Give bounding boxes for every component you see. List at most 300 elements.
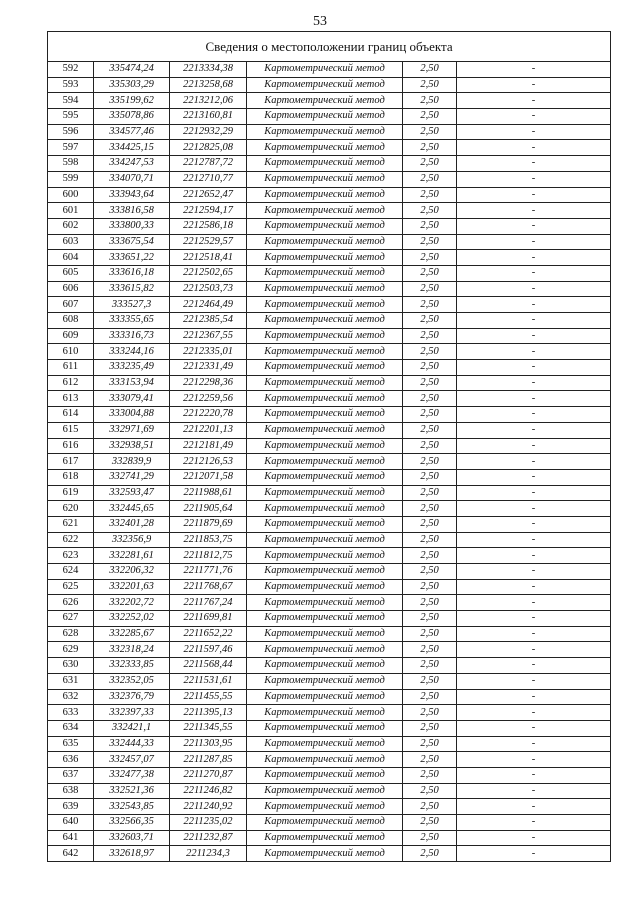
- accuracy-cell: 2,50: [403, 846, 457, 862]
- note-cell: -: [457, 767, 611, 783]
- x-coordinate-cell: 332741,29: [94, 469, 170, 485]
- accuracy-cell: 2,50: [403, 501, 457, 517]
- method-cell: Картометрический метод: [247, 815, 403, 831]
- x-coordinate-cell: 332971,69: [94, 422, 170, 438]
- point-number-cell: 636: [48, 752, 94, 768]
- x-coordinate-cell: 332457,07: [94, 752, 170, 768]
- table-row: [48, 752, 611, 768]
- note-cell: -: [457, 218, 611, 234]
- x-coordinate-cell: 332593,47: [94, 485, 170, 501]
- note-cell: -: [457, 171, 611, 187]
- table-row: [48, 156, 611, 172]
- accuracy-cell: 2,50: [403, 673, 457, 689]
- note-cell: -: [457, 454, 611, 470]
- table-row: [48, 360, 611, 376]
- method-cell: Картометрический метод: [247, 203, 403, 219]
- method-cell: Картометрический метод: [247, 77, 403, 93]
- point-number-cell: 593: [48, 77, 94, 93]
- accuracy-cell: 2,50: [403, 516, 457, 532]
- note-cell: -: [457, 501, 611, 517]
- table-row: [48, 124, 611, 140]
- x-coordinate-cell: 332201,63: [94, 579, 170, 595]
- x-coordinate-cell: 333615,82: [94, 281, 170, 297]
- accuracy-cell: 2,50: [403, 548, 457, 564]
- point-number-cell: 630: [48, 658, 94, 674]
- point-number-cell: 605: [48, 265, 94, 281]
- method-cell: Картометрический метод: [247, 783, 403, 799]
- table-row: [48, 846, 611, 862]
- table-row: [48, 422, 611, 438]
- note-cell: -: [457, 328, 611, 344]
- point-number-cell: 621: [48, 516, 94, 532]
- point-number-cell: 631: [48, 673, 94, 689]
- table-row: [48, 218, 611, 234]
- table-row: [48, 265, 611, 281]
- x-coordinate-cell: 333651,22: [94, 250, 170, 266]
- note-cell: -: [457, 438, 611, 454]
- y-coordinate-cell: 2212503,73: [170, 281, 247, 297]
- method-cell: Картометрический метод: [247, 187, 403, 203]
- table-row: [48, 171, 611, 187]
- x-coordinate-cell: 333079,41: [94, 391, 170, 407]
- y-coordinate-cell: 2212787,72: [170, 156, 247, 172]
- x-coordinate-cell: 335199,62: [94, 93, 170, 109]
- accuracy-cell: 2,50: [403, 564, 457, 580]
- x-coordinate-cell: 332938,51: [94, 438, 170, 454]
- x-coordinate-cell: 335303,29: [94, 77, 170, 93]
- note-cell: -: [457, 375, 611, 391]
- method-cell: Картометрический метод: [247, 124, 403, 140]
- y-coordinate-cell: 2212594,17: [170, 203, 247, 219]
- method-cell: Картометрический метод: [247, 579, 403, 595]
- note-cell: -: [457, 564, 611, 580]
- point-number-cell: 639: [48, 799, 94, 815]
- y-coordinate-cell: 2212586,18: [170, 218, 247, 234]
- method-cell: Картометрический метод: [247, 109, 403, 125]
- point-number-cell: 640: [48, 815, 94, 831]
- note-cell: -: [457, 265, 611, 281]
- accuracy-cell: 2,50: [403, 360, 457, 376]
- point-number-cell: 604: [48, 250, 94, 266]
- accuracy-cell: 2,50: [403, 579, 457, 595]
- table-row: [48, 689, 611, 705]
- note-cell: -: [457, 203, 611, 219]
- accuracy-cell: 2,50: [403, 469, 457, 485]
- y-coordinate-cell: 2212201,13: [170, 422, 247, 438]
- y-coordinate-cell: 2211768,67: [170, 579, 247, 595]
- table-row: [48, 516, 611, 532]
- method-cell: Картометрический метод: [247, 422, 403, 438]
- y-coordinate-cell: 2211455,55: [170, 689, 247, 705]
- accuracy-cell: 2,50: [403, 171, 457, 187]
- x-coordinate-cell: 332603,71: [94, 830, 170, 846]
- point-number-cell: 606: [48, 281, 94, 297]
- note-cell: -: [457, 313, 611, 329]
- point-number-cell: 620: [48, 501, 94, 517]
- accuracy-cell: 2,50: [403, 93, 457, 109]
- x-coordinate-cell: 332285,67: [94, 626, 170, 642]
- x-coordinate-cell: 333004,88: [94, 407, 170, 423]
- note-cell: -: [457, 360, 611, 376]
- table-row: [48, 234, 611, 250]
- y-coordinate-cell: 2211303,95: [170, 736, 247, 752]
- method-cell: Картометрический метод: [247, 595, 403, 611]
- table-row: [48, 281, 611, 297]
- x-coordinate-cell: 332333,85: [94, 658, 170, 674]
- point-number-cell: 634: [48, 720, 94, 736]
- y-coordinate-cell: 2211988,61: [170, 485, 247, 501]
- table-row: [48, 391, 611, 407]
- table-row: [48, 187, 611, 203]
- note-cell: -: [457, 626, 611, 642]
- note-cell: -: [457, 752, 611, 768]
- x-coordinate-cell: 332421,1: [94, 720, 170, 736]
- x-coordinate-cell: 332477,38: [94, 767, 170, 783]
- note-cell: -: [457, 783, 611, 799]
- method-cell: Картометрический метод: [247, 454, 403, 470]
- accuracy-cell: 2,50: [403, 344, 457, 360]
- note-cell: -: [457, 187, 611, 203]
- note-cell: -: [457, 548, 611, 564]
- point-number-cell: 627: [48, 611, 94, 627]
- y-coordinate-cell: 2211767,24: [170, 595, 247, 611]
- y-coordinate-cell: 2213212,06: [170, 93, 247, 109]
- y-coordinate-cell: 2212259,56: [170, 391, 247, 407]
- point-number-cell: 601: [48, 203, 94, 219]
- point-number-cell: 607: [48, 297, 94, 313]
- table-row: [48, 313, 611, 329]
- x-coordinate-cell: 332401,28: [94, 516, 170, 532]
- y-coordinate-cell: 2212529,57: [170, 234, 247, 250]
- point-number-cell: 625: [48, 579, 94, 595]
- table-row: [48, 203, 611, 219]
- point-number-cell: 638: [48, 783, 94, 799]
- note-cell: -: [457, 830, 611, 846]
- x-coordinate-cell: 332521,36: [94, 783, 170, 799]
- y-coordinate-cell: 2212932,29: [170, 124, 247, 140]
- table-row: [48, 720, 611, 736]
- table-row: [48, 485, 611, 501]
- point-number-cell: 598: [48, 156, 94, 172]
- accuracy-cell: 2,50: [403, 830, 457, 846]
- accuracy-cell: 2,50: [403, 62, 457, 78]
- x-coordinate-cell: 333355,65: [94, 313, 170, 329]
- x-coordinate-cell: 332206,32: [94, 564, 170, 580]
- x-coordinate-cell: 333616,18: [94, 265, 170, 281]
- method-cell: Картометрический метод: [247, 93, 403, 109]
- x-coordinate-cell: 335078,86: [94, 109, 170, 125]
- table-row: [48, 658, 611, 674]
- x-coordinate-cell: 333235,49: [94, 360, 170, 376]
- method-cell: Картометрический метод: [247, 658, 403, 674]
- accuracy-cell: 2,50: [403, 658, 457, 674]
- y-coordinate-cell: 2212220,78: [170, 407, 247, 423]
- method-cell: Картометрический метод: [247, 767, 403, 783]
- point-number-cell: 596: [48, 124, 94, 140]
- x-coordinate-cell: 334070,71: [94, 171, 170, 187]
- note-cell: -: [457, 250, 611, 266]
- method-cell: Картометрический метод: [247, 156, 403, 172]
- y-coordinate-cell: 2211246,82: [170, 783, 247, 799]
- y-coordinate-cell: 2211597,46: [170, 642, 247, 658]
- accuracy-cell: 2,50: [403, 642, 457, 658]
- accuracy-cell: 2,50: [403, 736, 457, 752]
- accuracy-cell: 2,50: [403, 485, 457, 501]
- method-cell: Картометрический метод: [247, 673, 403, 689]
- table-row: [48, 438, 611, 454]
- table-row: [48, 532, 611, 548]
- x-coordinate-cell: 332281,61: [94, 548, 170, 564]
- method-cell: Картометрический метод: [247, 171, 403, 187]
- point-number-cell: 597: [48, 140, 94, 156]
- x-coordinate-cell: 333800,33: [94, 218, 170, 234]
- y-coordinate-cell: 2212181,49: [170, 438, 247, 454]
- accuracy-cell: 2,50: [403, 140, 457, 156]
- accuracy-cell: 2,50: [403, 124, 457, 140]
- method-cell: Картометрический метод: [247, 799, 403, 815]
- method-cell: Картометрический метод: [247, 328, 403, 344]
- x-coordinate-cell: 332618,97: [94, 846, 170, 862]
- x-coordinate-cell: 332445,65: [94, 501, 170, 517]
- accuracy-cell: 2,50: [403, 767, 457, 783]
- section-title: Сведения о местоположении границ объекта: [48, 32, 611, 62]
- method-cell: Картометрический метод: [247, 736, 403, 752]
- method-cell: Картометрический метод: [247, 642, 403, 658]
- point-number-cell: 622: [48, 532, 94, 548]
- method-cell: Картометрический метод: [247, 265, 403, 281]
- note-cell: -: [457, 234, 611, 250]
- x-coordinate-cell: 332252,02: [94, 611, 170, 627]
- point-number-cell: 617: [48, 454, 94, 470]
- y-coordinate-cell: 2212126,53: [170, 454, 247, 470]
- table-row: [48, 344, 611, 360]
- accuracy-cell: 2,50: [403, 611, 457, 627]
- method-cell: Картометрический метод: [247, 611, 403, 627]
- table-row: [48, 642, 611, 658]
- table-row: [48, 564, 611, 580]
- accuracy-cell: 2,50: [403, 265, 457, 281]
- y-coordinate-cell: 2212298,36: [170, 375, 247, 391]
- note-cell: -: [457, 736, 611, 752]
- x-coordinate-cell: 333675,54: [94, 234, 170, 250]
- x-coordinate-cell: 334577,46: [94, 124, 170, 140]
- accuracy-cell: 2,50: [403, 156, 457, 172]
- accuracy-cell: 2,50: [403, 438, 457, 454]
- y-coordinate-cell: 2212335,01: [170, 344, 247, 360]
- x-coordinate-cell: 332318,24: [94, 642, 170, 658]
- note-cell: -: [457, 391, 611, 407]
- point-number-cell: 628: [48, 626, 94, 642]
- y-coordinate-cell: 2211812,75: [170, 548, 247, 564]
- note-cell: -: [457, 124, 611, 140]
- y-coordinate-cell: 2212367,55: [170, 328, 247, 344]
- boundary-coordinates-table: [47, 31, 611, 862]
- table-row: [48, 250, 611, 266]
- method-cell: Картометрический метод: [247, 469, 403, 485]
- table-row: [48, 830, 611, 846]
- accuracy-cell: 2,50: [403, 705, 457, 721]
- accuracy-cell: 2,50: [403, 250, 457, 266]
- note-cell: -: [457, 799, 611, 815]
- method-cell: Картометрический метод: [247, 501, 403, 517]
- method-cell: Картометрический метод: [247, 830, 403, 846]
- method-cell: Картометрический метод: [247, 407, 403, 423]
- accuracy-cell: 2,50: [403, 532, 457, 548]
- note-cell: -: [457, 469, 611, 485]
- accuracy-cell: 2,50: [403, 203, 457, 219]
- accuracy-cell: 2,50: [403, 720, 457, 736]
- method-cell: Картометрический метод: [247, 281, 403, 297]
- accuracy-cell: 2,50: [403, 626, 457, 642]
- table-row: [48, 783, 611, 799]
- y-coordinate-cell: 2211232,87: [170, 830, 247, 846]
- note-cell: -: [457, 422, 611, 438]
- table-row: [48, 93, 611, 109]
- y-coordinate-cell: 2212071,58: [170, 469, 247, 485]
- accuracy-cell: 2,50: [403, 783, 457, 799]
- method-cell: Картометрический метод: [247, 438, 403, 454]
- accuracy-cell: 2,50: [403, 595, 457, 611]
- x-coordinate-cell: 332376,79: [94, 689, 170, 705]
- point-number-cell: 613: [48, 391, 94, 407]
- note-cell: -: [457, 344, 611, 360]
- y-coordinate-cell: 2211345,55: [170, 720, 247, 736]
- accuracy-cell: 2,50: [403, 234, 457, 250]
- y-coordinate-cell: 2211879,69: [170, 516, 247, 532]
- y-coordinate-cell: 2211287,85: [170, 752, 247, 768]
- point-number-cell: 615: [48, 422, 94, 438]
- point-number-cell: 619: [48, 485, 94, 501]
- table-row: [48, 579, 611, 595]
- table-row: [48, 501, 611, 517]
- note-cell: -: [457, 689, 611, 705]
- method-cell: Картометрический метод: [247, 720, 403, 736]
- note-cell: -: [457, 579, 611, 595]
- y-coordinate-cell: 2211699,81: [170, 611, 247, 627]
- table-row: [48, 595, 611, 611]
- y-coordinate-cell: 2211531,61: [170, 673, 247, 689]
- accuracy-cell: 2,50: [403, 799, 457, 815]
- method-cell: Картометрический метод: [247, 218, 403, 234]
- table-row: [48, 767, 611, 783]
- point-number-cell: 603: [48, 234, 94, 250]
- x-coordinate-cell: 333153,94: [94, 375, 170, 391]
- x-coordinate-cell: 333943,64: [94, 187, 170, 203]
- y-coordinate-cell: 2212385,54: [170, 313, 247, 329]
- point-number-cell: 610: [48, 344, 94, 360]
- method-cell: Картометрический метод: [247, 62, 403, 78]
- note-cell: -: [457, 658, 611, 674]
- point-number-cell: 641: [48, 830, 94, 846]
- point-number-cell: 618: [48, 469, 94, 485]
- note-cell: -: [457, 485, 611, 501]
- y-coordinate-cell: 2211652,22: [170, 626, 247, 642]
- note-cell: -: [457, 673, 611, 689]
- method-cell: Картометрический метод: [247, 626, 403, 642]
- note-cell: -: [457, 720, 611, 736]
- y-coordinate-cell: 2211771,76: [170, 564, 247, 580]
- table-row: [48, 469, 611, 485]
- point-number-cell: 624: [48, 564, 94, 580]
- point-number-cell: 623: [48, 548, 94, 564]
- accuracy-cell: 2,50: [403, 422, 457, 438]
- table-row: [48, 736, 611, 752]
- y-coordinate-cell: 2212518,41: [170, 250, 247, 266]
- y-coordinate-cell: 2211234,3: [170, 846, 247, 862]
- accuracy-cell: 2,50: [403, 391, 457, 407]
- accuracy-cell: 2,50: [403, 77, 457, 93]
- x-coordinate-cell: 332839,9: [94, 454, 170, 470]
- table-row: [48, 109, 611, 125]
- y-coordinate-cell: 2212502,65: [170, 265, 247, 281]
- note-cell: -: [457, 705, 611, 721]
- point-number-cell: 594: [48, 93, 94, 109]
- x-coordinate-cell: 335474,24: [94, 62, 170, 78]
- point-number-cell: 592: [48, 62, 94, 78]
- method-cell: Картометрический метод: [247, 705, 403, 721]
- point-number-cell: 637: [48, 767, 94, 783]
- x-coordinate-cell: 332356,9: [94, 532, 170, 548]
- point-number-cell: 633: [48, 705, 94, 721]
- accuracy-cell: 2,50: [403, 815, 457, 831]
- x-coordinate-cell: 333816,58: [94, 203, 170, 219]
- y-coordinate-cell: 2211568,44: [170, 658, 247, 674]
- table-row: [48, 62, 611, 78]
- accuracy-cell: 2,50: [403, 109, 457, 125]
- x-coordinate-cell: 333527,3: [94, 297, 170, 313]
- method-cell: Картометрический метод: [247, 846, 403, 862]
- accuracy-cell: 2,50: [403, 313, 457, 329]
- point-number-cell: 600: [48, 187, 94, 203]
- method-cell: Картометрический метод: [247, 391, 403, 407]
- note-cell: -: [457, 140, 611, 156]
- y-coordinate-cell: 2211395,13: [170, 705, 247, 721]
- table-row: [48, 297, 611, 313]
- point-number-cell: 608: [48, 313, 94, 329]
- y-coordinate-cell: 2211853,75: [170, 532, 247, 548]
- table-body: [48, 32, 611, 862]
- accuracy-cell: 2,50: [403, 281, 457, 297]
- note-cell: -: [457, 62, 611, 78]
- y-coordinate-cell: 2212464,49: [170, 297, 247, 313]
- x-coordinate-cell: 332444,33: [94, 736, 170, 752]
- y-coordinate-cell: 2211270,87: [170, 767, 247, 783]
- point-number-cell: 616: [48, 438, 94, 454]
- x-coordinate-cell: 332397,33: [94, 705, 170, 721]
- method-cell: Картометрический метод: [247, 689, 403, 705]
- y-coordinate-cell: 2212710,77: [170, 171, 247, 187]
- accuracy-cell: 2,50: [403, 187, 457, 203]
- point-number-cell: 595: [48, 109, 94, 125]
- note-cell: -: [457, 611, 611, 627]
- note-cell: -: [457, 516, 611, 532]
- method-cell: Картометрический метод: [247, 532, 403, 548]
- method-cell: Картометрический метод: [247, 564, 403, 580]
- accuracy-cell: 2,50: [403, 454, 457, 470]
- table-row: [48, 407, 611, 423]
- x-coordinate-cell: 334247,53: [94, 156, 170, 172]
- x-coordinate-cell: 333244,16: [94, 344, 170, 360]
- x-coordinate-cell: 332566,35: [94, 815, 170, 831]
- table-row: [48, 815, 611, 831]
- method-cell: Картометрический метод: [247, 516, 403, 532]
- y-coordinate-cell: 2213334,38: [170, 62, 247, 78]
- note-cell: -: [457, 595, 611, 611]
- method-cell: Картометрический метод: [247, 485, 403, 501]
- accuracy-cell: 2,50: [403, 328, 457, 344]
- y-coordinate-cell: 2211905,64: [170, 501, 247, 517]
- accuracy-cell: 2,50: [403, 407, 457, 423]
